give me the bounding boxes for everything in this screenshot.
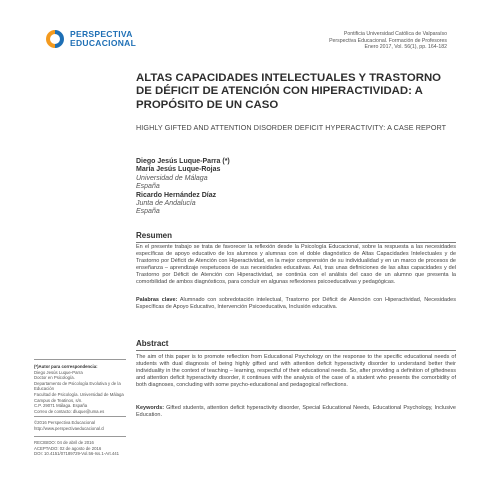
dates-block bbox=[34, 436, 126, 457]
author-name: Diego Jesús Luque-Parra (*) bbox=[136, 158, 230, 165]
correspondence-line: Campus de Teatinos, s/n. bbox=[34, 397, 83, 403]
journal-logo bbox=[44, 28, 136, 50]
keywords-label: Keywords: bbox=[136, 405, 165, 411]
correspondence-line: Facultad de Psicología. Universidad de Málaga bbox=[34, 391, 124, 397]
palabras-clave bbox=[136, 297, 456, 311]
received-date: RECIBIDO: 04 de abril de 2016 bbox=[34, 440, 94, 445]
paper-title: ALTAS CAPACIDADES INTELECTUALES Y TRASTORNO DE DÉFICIT DE ATENCIÓN CON HIPERACTIVIDAD: A PROPÓSITO DE UN CASO bbox=[136, 72, 442, 111]
abstract-heading: Abstract bbox=[136, 339, 456, 351]
journal-line-3: Enero 2017, Vol. 56(1), pp. 164-182 bbox=[364, 44, 447, 51]
correspondence-line: Doctor en Psicología. bbox=[34, 375, 75, 381]
journal-info bbox=[329, 31, 447, 51]
correspondence-line: Diego Jesús Luque-Parra bbox=[34, 369, 83, 375]
logo-text bbox=[70, 30, 136, 48]
logo-mark-icon bbox=[44, 28, 66, 50]
correspondence-block bbox=[34, 359, 126, 414]
correspondence-line: Departamento de Psicología Evolutiva y de la Educación bbox=[34, 380, 121, 392]
journal-line-1: Pontificia Universidad Católica de Valparaíso bbox=[343, 31, 447, 37]
journal-url-link[interactable]: http://www.perspectivaeducacional.cl bbox=[34, 425, 105, 431]
doi: DOI: 10.4151/07189729-Vol.56-Iss.1-Art.441 bbox=[34, 451, 120, 457]
author-name: María Jesús Luque-Rojas bbox=[136, 166, 221, 174]
keywords-text: Gifted students, attention deficit hyperactivity disorder, Special Educational Needs, Educational Psychology, Inclusive Education. bbox=[136, 405, 456, 419]
resumen-heading: Resumen bbox=[136, 231, 456, 243]
abstract-body: The aim of this paper is to promote reflection from Educational Psychology on the response to the specific educational needs of students with dual diagnosis of being highly gifted and with attention deficit hyperactivity disorder to understand better their individuality in the context of teaching – learning, respectful of their educational needs. So, after providing a definition of giftedness and attention deficit hyperactivity disorder, it continues with the analysis of the case of a student who presents the comorbidity of both diagnoses, concluding with some psycho-educational and pedagogical reflections. bbox=[136, 354, 456, 389]
palabras-clave-text: Alumnado con sobredotación intelectual, Trastorno por Déficit de Atención con Hiperactividad, Necesidades Específicas de Apoyo Educativo, Intervención Psicoeducativa, Inclusión educativa. bbox=[136, 297, 456, 311]
copyright-line: ©2016 Perspectiva Educacional bbox=[34, 420, 95, 425]
author-affiliation: Junta de Andalucía bbox=[136, 200, 196, 208]
accepted-date: ACEPTADO: 02 de agosto de 2016 bbox=[34, 445, 102, 451]
author-list bbox=[136, 158, 230, 217]
resumen-body: En el presente trabajo se trata de favorecer la reflexión desde la Psicología Educacional, sobre la respuesta a las necesidades específicas de apoyo educativo de los alumnos y alumnas con el doble diagnóstico de Altas Capacidades Intelectuales y de Trastorno por Déficit de Atención con Hiperactividad, en la mejor comprensión de su individualidad y en un marco de procesos de enseñanza – aprendizaje respetuosos de sus necesidades educativas. Así, tras unas definiciones de las altas capacidades y del Trastorno por Déficit de Atención con Hiperactividad, se continúa con el análisis del caso de un alumno que presenta la comorbilidad de ambos diagnósticos, para concluir en algunas reflexiones psicoeducativas y pedagógicas. bbox=[136, 244, 456, 286]
logo-line-1: PERSPECTIVA bbox=[70, 29, 133, 39]
palabras-clave-label: Palabras clave: bbox=[136, 297, 178, 303]
author-country: España bbox=[136, 208, 160, 216]
correspondence-line: C.P. 29071 Málaga. España bbox=[34, 403, 88, 409]
correspondence-title: (*)Autor para correspondencia: bbox=[34, 364, 98, 369]
author-name: Ricardo Hernández Díaz bbox=[136, 191, 217, 199]
journal-line-2: Perspectiva Educacional. Formación de Profesores bbox=[329, 37, 447, 44]
logo-line-2: EDUCACIONAL bbox=[70, 38, 137, 48]
keywords bbox=[136, 405, 456, 419]
copyright-block bbox=[34, 416, 126, 431]
author-country: España bbox=[136, 183, 160, 191]
paper-subtitle: HIGHLY GIFTED AND ATTENTION DISORDER DEFICIT HYPERACTIVITY: A CASE REPORT bbox=[136, 123, 447, 132]
author-affiliation: Universidad de Málaga bbox=[136, 174, 208, 182]
correspondence-email: Correo de contacto: dluque@uma.es bbox=[34, 408, 105, 414]
